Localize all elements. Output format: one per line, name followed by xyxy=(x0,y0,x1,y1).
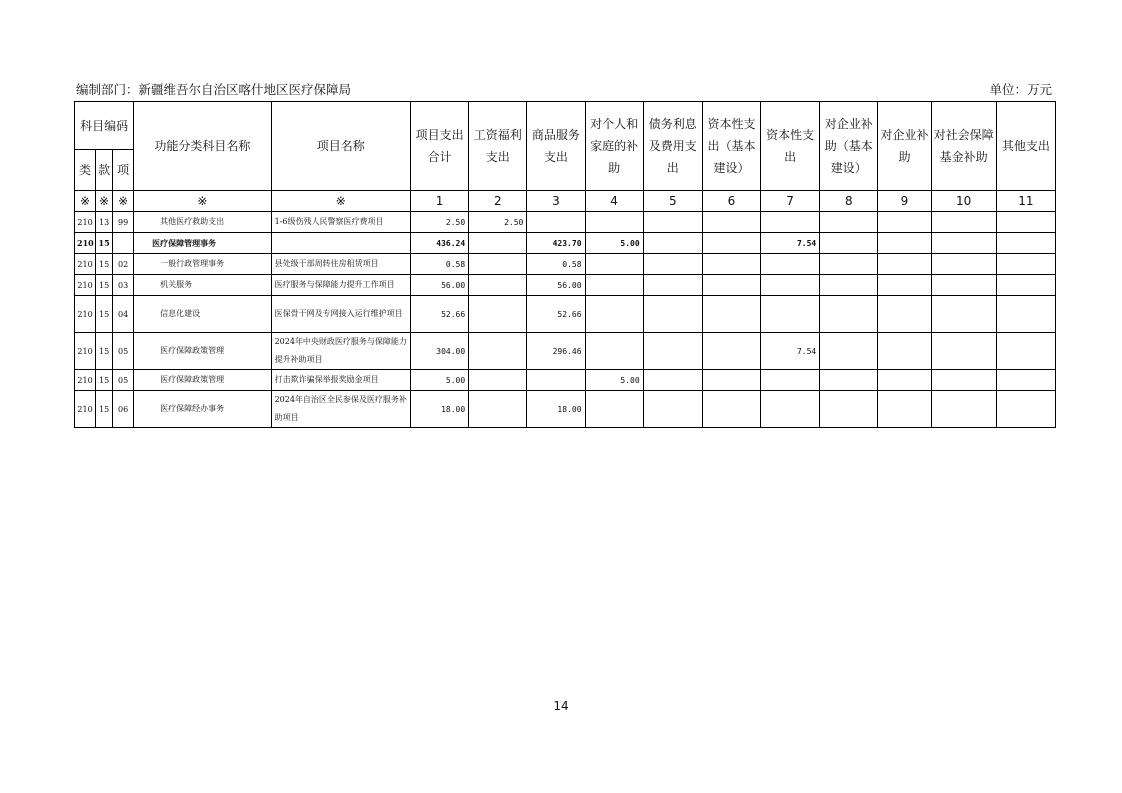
debt-cell xyxy=(643,233,702,254)
header-social: 对社会保障基金补助 xyxy=(931,102,996,191)
ent-basic-cell xyxy=(820,333,878,370)
lei-cell: 210 xyxy=(75,333,96,370)
social-cell xyxy=(931,333,996,370)
xiang-cell: 05 xyxy=(113,370,134,391)
column-number: 8 xyxy=(820,191,878,212)
kuan-cell: 15 xyxy=(96,296,113,333)
other-cell xyxy=(996,296,1055,333)
ent-cell xyxy=(878,275,931,296)
header-other: 其他支出 xyxy=(996,102,1055,191)
capital-basic-cell xyxy=(702,275,760,296)
xiang-cell xyxy=(113,233,134,254)
kuan-cell: 15 xyxy=(96,233,113,254)
header-capital: 资本性支出 xyxy=(761,102,820,191)
table-row xyxy=(75,391,1056,428)
table-row xyxy=(75,212,1056,233)
page-number: 14 xyxy=(553,699,569,713)
project-name-cell: 县处级干部周转住房租赁项目 xyxy=(271,254,410,275)
lei-cell: 210 xyxy=(75,275,96,296)
header-debt: 债务利息及费用支出 xyxy=(643,102,702,191)
capital-cell: 7.54 xyxy=(761,333,820,370)
total-cell: 18.00 xyxy=(411,391,469,428)
salary-cell xyxy=(469,233,527,254)
header-kuan: 款 xyxy=(96,150,113,191)
personal-cell xyxy=(585,275,643,296)
table-row xyxy=(75,370,1056,391)
func-name-cell: 一般行政管理事务 xyxy=(134,254,271,275)
personal-cell xyxy=(585,212,643,233)
salary-cell xyxy=(469,275,527,296)
symbol-row xyxy=(75,191,1056,212)
func-name-cell: 机关服务 xyxy=(134,275,271,296)
ent-basic-cell xyxy=(820,391,878,428)
salary-cell: 2.50 xyxy=(469,212,527,233)
func-name-cell: 医疗保障政策管理 xyxy=(134,333,271,370)
table-row xyxy=(75,233,1056,254)
debt-cell xyxy=(643,370,702,391)
ent-basic-cell xyxy=(820,370,878,391)
personal-cell: 5.00 xyxy=(585,370,643,391)
header-capital-basic: 资本性支出（基本建设） xyxy=(702,102,760,191)
project-name-cell: 医保骨干网及专网接入运行维护项目 xyxy=(271,296,410,333)
column-number: 11 xyxy=(996,191,1055,212)
capital-basic-cell xyxy=(702,370,760,391)
goods-cell: 423.70 xyxy=(527,233,585,254)
debt-cell xyxy=(643,212,702,233)
kuan-cell: 15 xyxy=(96,391,113,428)
goods-cell xyxy=(527,212,585,233)
column-number: 3 xyxy=(527,191,585,212)
func-name-cell: 医疗保障经办事务 xyxy=(134,391,271,428)
symbol-cell: ※ xyxy=(113,191,134,212)
ent-cell xyxy=(878,391,931,428)
capital-basic-cell xyxy=(702,233,760,254)
capital-cell xyxy=(761,275,820,296)
header-func-name: 功能分类科目名称 xyxy=(134,102,271,191)
column-number: 1 xyxy=(411,191,469,212)
table-row xyxy=(75,296,1056,333)
project-name-cell: 2024年中央财政医疗服务与保障能力提升补助项目 xyxy=(271,333,410,370)
table-row xyxy=(75,333,1056,370)
ent-cell xyxy=(878,254,931,275)
ent-basic-cell xyxy=(820,233,878,254)
debt-cell xyxy=(643,391,702,428)
func-name-cell: 医疗保障管理事务 xyxy=(134,233,271,254)
kuan-cell: 15 xyxy=(96,370,113,391)
lei-cell: 210 xyxy=(75,233,96,254)
symbol-cell: ※ xyxy=(134,191,271,212)
debt-cell xyxy=(643,296,702,333)
kuan-cell: 15 xyxy=(96,275,113,296)
other-cell xyxy=(996,233,1055,254)
xiang-cell: 06 xyxy=(113,391,134,428)
xiang-cell: 05 xyxy=(113,333,134,370)
kuan-cell: 15 xyxy=(96,254,113,275)
kuan-cell: 15 xyxy=(96,333,113,370)
symbol-cell: ※ xyxy=(75,191,96,212)
capital-cell xyxy=(761,370,820,391)
xiang-cell: 04 xyxy=(113,296,134,333)
social-cell xyxy=(931,254,996,275)
other-cell xyxy=(996,391,1055,428)
other-cell xyxy=(996,370,1055,391)
social-cell xyxy=(931,391,996,428)
social-cell xyxy=(931,212,996,233)
goods-cell: 0.58 xyxy=(527,254,585,275)
debt-cell xyxy=(643,254,702,275)
table-body xyxy=(75,212,1056,428)
lei-cell: 210 xyxy=(75,212,96,233)
column-number: 10 xyxy=(931,191,996,212)
personal-cell xyxy=(585,333,643,370)
lei-cell: 210 xyxy=(75,391,96,428)
header-lei: 类 xyxy=(75,150,96,191)
debt-cell xyxy=(643,275,702,296)
personal-cell: 5.00 xyxy=(585,233,643,254)
xiang-cell: 03 xyxy=(113,275,134,296)
symbol-cell: ※ xyxy=(96,191,113,212)
capital-basic-cell xyxy=(702,391,760,428)
column-number: 4 xyxy=(585,191,643,212)
goods-cell: 18.00 xyxy=(527,391,585,428)
debt-cell xyxy=(643,333,702,370)
capital-basic-cell xyxy=(702,333,760,370)
goods-cell: 52.66 xyxy=(527,296,585,333)
kuan-cell: 13 xyxy=(96,212,113,233)
other-cell xyxy=(996,254,1055,275)
project-name-cell: 医疗服务与保障能力提升工作项目 xyxy=(271,275,410,296)
header-ent-basic: 对企业补助（基本建设） xyxy=(820,102,878,191)
other-cell xyxy=(996,333,1055,370)
header-goods: 商品服务支出 xyxy=(527,102,585,191)
func-name-cell: 信息化建设 xyxy=(134,296,271,333)
header-xiang: 项 xyxy=(113,150,134,191)
column-number: 5 xyxy=(643,191,702,212)
salary-cell xyxy=(469,254,527,275)
capital-basic-cell xyxy=(702,254,760,275)
lei-cell: 210 xyxy=(75,296,96,333)
goods-cell: 296.46 xyxy=(527,333,585,370)
capital-cell xyxy=(761,212,820,233)
project-name-cell: 2024年自治区全民参保及医疗服务补助项目 xyxy=(271,391,410,428)
capital-cell xyxy=(761,296,820,333)
header-project-name: 项目名称 xyxy=(271,102,410,191)
xiang-cell: 02 xyxy=(113,254,134,275)
func-name-cell: 医疗保障政策管理 xyxy=(134,370,271,391)
personal-cell xyxy=(585,296,643,333)
capital-basic-cell xyxy=(702,296,760,333)
capital-cell xyxy=(761,254,820,275)
xiang-cell: 99 xyxy=(113,212,134,233)
ent-basic-cell xyxy=(820,275,878,296)
ent-basic-cell xyxy=(820,212,878,233)
ent-basic-cell xyxy=(820,254,878,275)
unit-label: 单位：万元 xyxy=(989,82,1052,97)
other-cell xyxy=(996,212,1055,233)
column-number: 2 xyxy=(469,191,527,212)
capital-cell: 7.54 xyxy=(761,233,820,254)
social-cell xyxy=(931,296,996,333)
table-row xyxy=(75,275,1056,296)
personal-cell xyxy=(585,391,643,428)
social-cell xyxy=(931,370,996,391)
header-ent: 对企业补助 xyxy=(878,102,931,191)
salary-cell xyxy=(469,333,527,370)
header-personal: 对个人和家庭的补助 xyxy=(585,102,643,191)
project-name-cell xyxy=(271,233,410,254)
department-label: 编制部门：新疆维吾尔自治区喀什地区医疗保障局 xyxy=(76,82,352,97)
total-cell: 2.50 xyxy=(411,212,469,233)
header-code-group: 科目编码 xyxy=(75,102,134,150)
column-number: 6 xyxy=(702,191,760,212)
column-number: 7 xyxy=(761,191,820,212)
total-cell: 52.66 xyxy=(411,296,469,333)
project-name-cell: 1-6级伤残人民警察医疗费项目 xyxy=(271,212,410,233)
lei-cell: 210 xyxy=(75,370,96,391)
budget-table xyxy=(74,101,1056,428)
ent-cell xyxy=(878,233,931,254)
total-cell: 436.24 xyxy=(411,233,469,254)
ent-cell xyxy=(878,212,931,233)
capital-basic-cell xyxy=(702,212,760,233)
personal-cell xyxy=(585,254,643,275)
symbol-cell: ※ xyxy=(271,191,410,212)
total-cell: 304.00 xyxy=(411,333,469,370)
func-name-cell: 其他医疗救助支出 xyxy=(134,212,271,233)
social-cell xyxy=(931,275,996,296)
column-number: 9 xyxy=(878,191,931,212)
table-row xyxy=(75,254,1056,275)
ent-cell xyxy=(878,296,931,333)
social-cell xyxy=(931,233,996,254)
other-cell xyxy=(996,275,1055,296)
header-salary: 工资福利支出 xyxy=(469,102,527,191)
lei-cell: 210 xyxy=(75,254,96,275)
salary-cell xyxy=(469,296,527,333)
capital-cell xyxy=(761,391,820,428)
total-cell: 0.58 xyxy=(411,254,469,275)
goods-cell xyxy=(527,370,585,391)
project-name-cell: 打击欺诈骗保举报奖励金项目 xyxy=(271,370,410,391)
total-cell: 5.00 xyxy=(411,370,469,391)
ent-cell xyxy=(878,370,931,391)
ent-cell xyxy=(878,333,931,370)
total-cell: 56.00 xyxy=(411,275,469,296)
salary-cell xyxy=(469,391,527,428)
ent-basic-cell xyxy=(820,296,878,333)
salary-cell xyxy=(469,370,527,391)
goods-cell: 56.00 xyxy=(527,275,585,296)
header-total: 项目支出合计 xyxy=(411,102,469,191)
